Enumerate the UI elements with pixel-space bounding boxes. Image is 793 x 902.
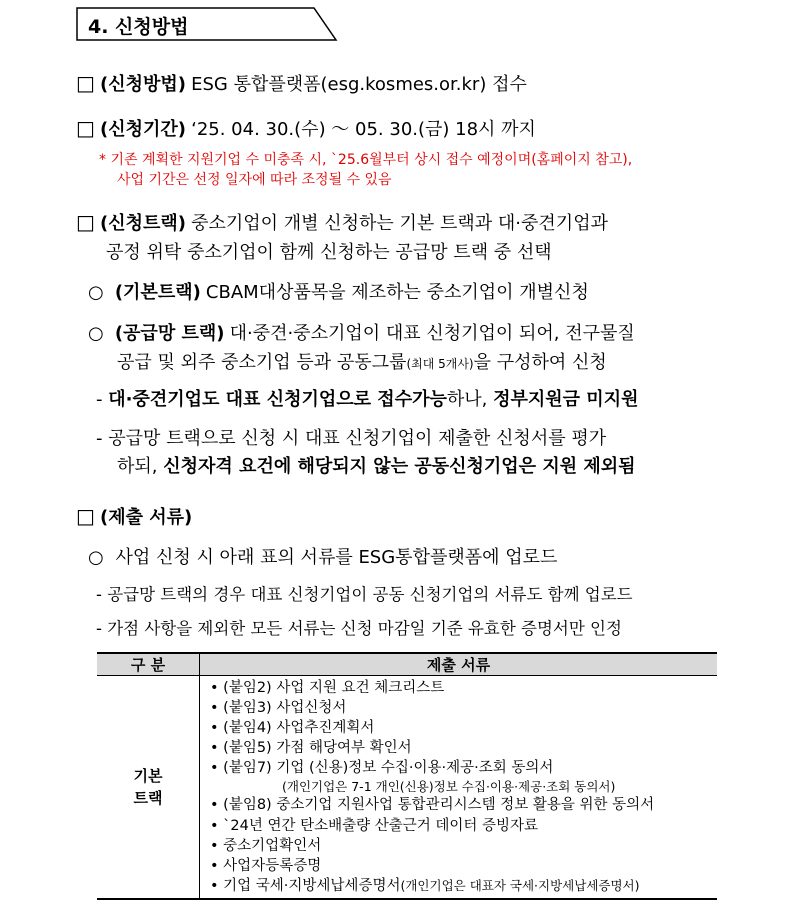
method-line	[76, 70, 527, 96]
period-note-line2: 사업 기간은 선정 일자에 따라 조정될 수 있음	[117, 172, 392, 188]
period-label: (신청기간)	[100, 119, 187, 140]
table-header-row	[97, 653, 717, 676]
documents-list	[200, 676, 718, 899]
basic-track-text: CBAM대상품목을 제조하는 중소기업이 개별신청	[205, 282, 589, 303]
dash-bullet-icon: -	[96, 619, 102, 638]
docs-dash2-text: 가점 사항을 제외한 모든 서류는 신청 마감일 기준 유효한 증명서만 인정	[107, 619, 622, 638]
basic-track-line	[88, 278, 589, 304]
documents-table	[97, 652, 717, 900]
dash-bullet-icon: -	[96, 389, 103, 410]
supply-track-line2	[117, 348, 607, 374]
document-item-text: • 기업 국세·지방세납세증명서	[210, 877, 401, 894]
supply-track-label: (공급망 트랙)	[114, 323, 225, 344]
square-bullet-icon: □	[76, 116, 95, 140]
square-bullet-icon: □	[76, 71, 95, 95]
document-item: • (붙임3) 사업신청서	[210, 700, 347, 717]
track-text-line2: 공정 위탁 중소기업이 함께 신청하는 공급망 트랙 중 선택	[106, 242, 552, 263]
row-label-basic-track	[97, 676, 200, 899]
docs-label: (제출 서류)	[100, 507, 193, 528]
track-label: (신청트랙)	[100, 213, 187, 234]
document-item: • `24년 연간 탄소배출량 산출근거 데이터 증빙자료	[210, 817, 539, 834]
supply-dash2-line1	[96, 424, 606, 450]
supply-dash1-bold1: 대·중견기업도 대표 신청기업으로 접수가능	[108, 389, 447, 410]
square-bullet-icon: □	[76, 210, 95, 234]
table-row	[97, 676, 717, 899]
docs-dash1	[96, 581, 633, 605]
circle-bullet-icon: ○	[88, 323, 104, 344]
document-item: • 중소기업확인서	[210, 837, 322, 854]
table-header-category: 구 분	[97, 653, 200, 676]
docs-heading	[76, 503, 192, 529]
document-item: • (붙임4) 사업추진계획서	[210, 720, 375, 737]
row-label-line1: 기본	[133, 766, 163, 785]
period-text: ‘25. 04. 30.(수) ～ 05. 30.(금) 18시 까지	[191, 119, 536, 140]
supply-dash2-bold: 신청자격 요건에 해당되지 않는 공동신청기업은 지원 제외됨	[163, 456, 636, 477]
document-item: • (붙임2) 사업 지원 요건 체크리스트	[210, 680, 445, 696]
track-line1	[76, 209, 608, 235]
section-title: 4. 신청방법	[88, 16, 189, 38]
dash-bullet-icon: -	[96, 585, 102, 604]
section-title-box	[76, 7, 338, 41]
supply-track-text-b: 을 구성하여 신청	[473, 352, 607, 373]
dash-bullet-icon: -	[96, 428, 103, 449]
method-label: (신청방법)	[100, 74, 187, 95]
supply-dash1-bold2: 정부지원금 미지원	[493, 389, 639, 410]
period-line	[76, 115, 536, 141]
docs-dash2	[96, 615, 622, 639]
supply-dash1	[96, 385, 638, 411]
docs-circle-text: 사업 신청 시 아래 표의 서류를 ESG통합플랫폼에 업로드	[115, 547, 558, 568]
period-note-line1: * 기존 계획한 지원기업 수 미충족 시, `25.6월부터 상시 접수 예정이며(홈페이지 참고),	[99, 152, 633, 168]
supply-dash2-text-line1: 공급망 트랙으로 신청 시 대표 신청기업이 제출한 신청서를 평가	[108, 428, 607, 449]
document-item-sub: (개인기업은 7-1 개인(신용)정보 수집·이용·제공·조회 동의서)	[282, 779, 616, 795]
basic-track-label: (기본트랙)	[114, 282, 201, 303]
docs-circle-line	[88, 543, 557, 569]
supply-dash1-normal: 하나,	[446, 389, 494, 410]
square-bullet-icon: □	[76, 504, 95, 528]
circle-bullet-icon: ○	[88, 282, 104, 303]
circle-bullet-icon: ○	[88, 547, 104, 568]
table-header-documents: 제출 서류	[200, 653, 718, 676]
supply-track-text-line1: 대·중견·중소기업이 대표 신청기업이 되어, 전구물질	[229, 323, 635, 344]
supply-dash2-line2	[117, 452, 636, 478]
supply-dash2-text-a: 하되,	[117, 456, 164, 477]
supply-track-max-note: (최대 5개사)	[406, 357, 474, 371]
track-text-line1: 중소기업이 개별 신청하는 기본 트랙과 대·중견기업과	[191, 213, 608, 234]
row-label-line2: 트랙	[133, 788, 163, 807]
document-item-note: (개인기업은 대표자 국세·지방세납세증명서)	[400, 877, 640, 893]
supply-track-line1	[88, 319, 635, 345]
docs-dash1-text: 공급망 트랙의 경우 대표 신청기업이 공동 신청기업의 서류도 함께 업로드	[107, 585, 633, 604]
document-item-last	[210, 876, 717, 896]
document-item: • 사업자등록증명	[210, 857, 322, 874]
method-text: ESG 통합플랫폼(esg.kosmes.or.kr) 접수	[191, 74, 527, 95]
document-item: • (붙임8) 중소기업 지원사업 통합관리시스템 정보 활용을 위한 동의서	[210, 797, 655, 814]
document-item: • (붙임7) 기업 (신용)정보 수집·이용·제공·조회 동의서	[210, 760, 554, 777]
document-item: • (붙임5) 가점 해당여부 확인서	[210, 740, 412, 757]
supply-track-text-a: 공급 및 외주 중소기업 등과 공동그룹	[117, 352, 407, 373]
